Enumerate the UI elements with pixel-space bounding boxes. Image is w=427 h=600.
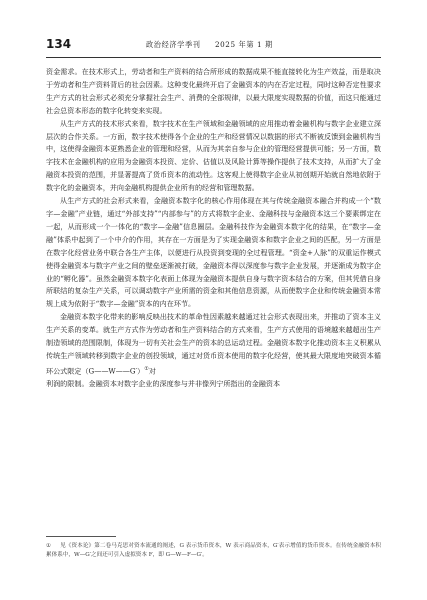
paragraph-text: 金融资本数字化带来的影响反映出技术的革命性因素越来越通过社会形式表现出来，并推动了资本主义生产关系的变革。就生产方式作为劳动者和生产资料结合的方式来看，生产方式使用的语境越来越超出生产制造领域的范围限制，体现为一切有关社会生产的资本的总运动过程。金融资本数字化推动资本主义积累从传统生产领域转移到数字企业的创投领域，通过对货币资本使用的数字化经营，使其最大限度地突破资本循环公式限定（G——W——G′） — [46, 312, 381, 376]
paragraph-tail: 对 — [148, 366, 156, 376]
header-rule — [46, 57, 381, 58]
footnote-text: 见《资本论》第二卷马克思对资本流通的阐述，G 表示货币资本，W 表示商品资本，G′表示增值的货币资本。在传统金融资本积累体系中，W—G′之间还可引入虚拟资本 F，即 G—W—F—G′。 — [46, 543, 381, 559]
footnote-rule — [46, 536, 116, 537]
running-head — [146, 40, 273, 50]
footnote — [46, 542, 381, 560]
journal-title: 政治经济学季刊 — [146, 40, 201, 49]
paragraph-continued: 利润的限制。金融资本对数字企业的深度参与并非像列宁所指出的金融资本 — [46, 379, 281, 389]
issue-label: 2025 年第 1 期 — [214, 40, 273, 49]
paragraph-continued: 资金需求。在技术形式上，劳动者和生产资料的结合所形成的数据成果不能直接转化为生产效益，而是取决于劳动者和生产资料背后的社会因素。这种变化最终开启了金融资本的内在否定过程，同时这种否定性要求生产方式的社会形式必须充分掌握社会生产、消费的全部规律，以最大限度实现数据的价值，而这只能通过社会总资本形态的数字化转变来实现。 — [46, 67, 381, 115]
footnote-marker: ① — [46, 543, 52, 549]
footnote-reference[interactable]: ① — [144, 365, 149, 372]
running-header — [46, 37, 381, 54]
paragraph — [46, 311, 381, 378]
paragraph: 从生产方式的技术形式来看，数字技术在生产领域和金融领域的应用推动着金融机构与数字企业建立深层次的合作关系。一方面，数字技术使得各个企业的生产和经营情况以数据的形式不断被反馈到金融机构当中，这使得金融资本更熟悉企业的管理和经营，从而为其亲自参与企业的管理经营提供可能；另一方面，数字技术在金融机构的应用为金融资本投资、定价、估值以及风险计算等操作提供了技术支持，从而扩大了金融资本投资的范围，并显著提高了货币资本的流动性。这客观上使得数字企业从初创期开始就自然地依附于数字化的金融资本，并向金融机构提供企业所有的经营和管理数据。 — [46, 118, 381, 193]
page-number: 134 — [46, 37, 72, 51]
article-body — [46, 66, 381, 391]
paragraph: 从生产方式的社会形式来看，金融资本数字化的核心作用体现在其与传统金融资本融合并构成一个“数字—金融”产业链，通过“外部支持”“内部参与”的方式将数字企业、金融科技与金融资本这三个要素绑定在一起，从而形成一个一体化的“数字—金融”信息圈层。金融科技作为金融资本数字化的结果，在“数字—金融”体系中起到了一个中介的作用，其存在一方面是为了实现金融资本和数字企业之间的匹配，另一方面是在数字化经营业务中联合各生产主体，以便进行从投资到变现的全过程管理。“资金+人脉”的双重运作模式使得金融资本与数字产业之间的壁垒逐渐被打破，金融资本得以深度参与数字企业发展，并逐渐成为数字企业的“孵化器”。虽然金融资本数字化表面上体现为金融资本提供自身与数字资本结合的方案，但其凭借自身所联结的复杂生产关系，可以调动数字产业所需的资金和其他信息资源，从而使数字企业和传统金融资本常规上成为依附于“数字—金融”资本的内在环节。 — [46, 196, 381, 309]
